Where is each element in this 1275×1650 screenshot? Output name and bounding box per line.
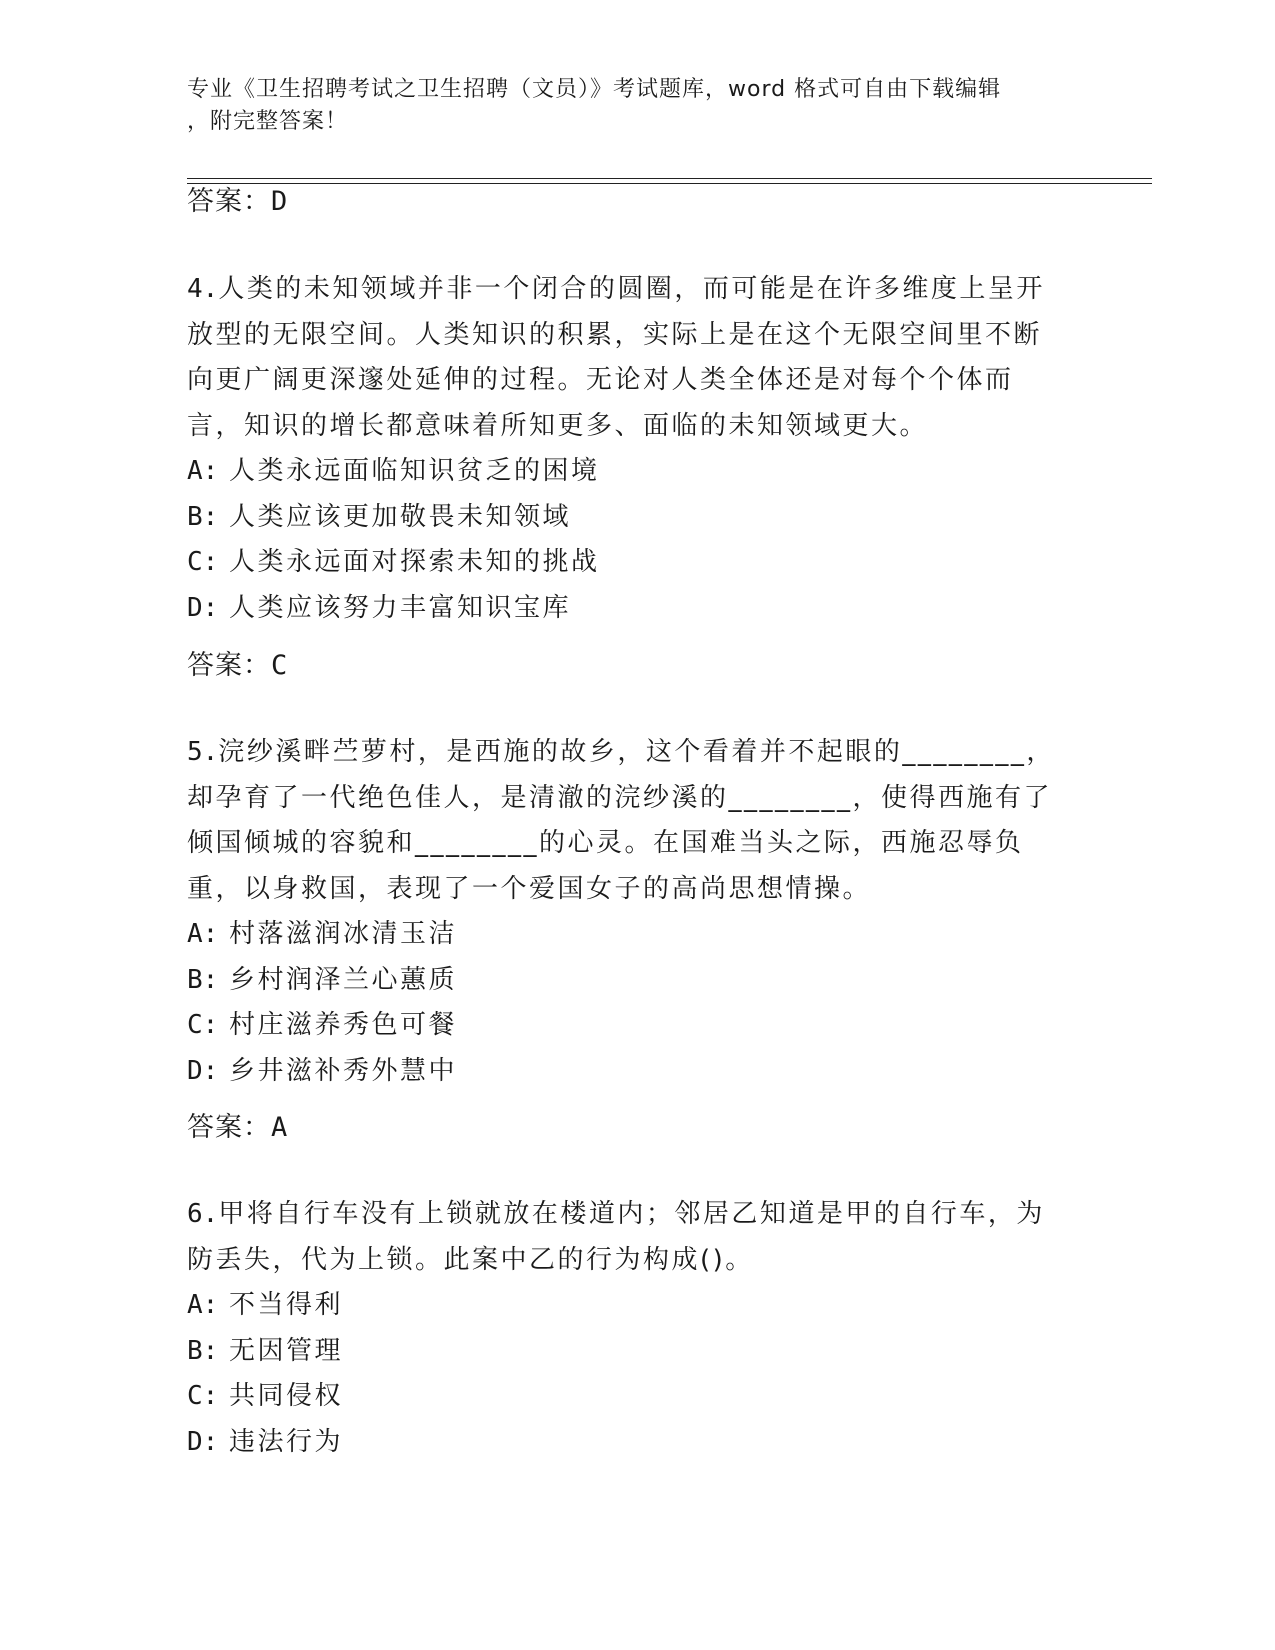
header-rule-bottom: [187, 183, 1152, 184]
answer-prefix: 答案：: [187, 1112, 271, 1143]
answer-line-q5: [187, 1108, 288, 1148]
option-key: B:: [187, 1335, 219, 1366]
option-a: [187, 1283, 1057, 1329]
question-number: 4.: [187, 274, 219, 304]
option-text: 村庄滋养秀色可餐: [229, 1010, 458, 1040]
option-key: B:: [187, 501, 219, 532]
option-c: [187, 1003, 1057, 1049]
option-key: A:: [187, 919, 219, 949]
option-b: [187, 495, 1057, 541]
answer-value: C: [271, 650, 289, 681]
option-key: C:: [187, 1010, 219, 1040]
option-d: [187, 1049, 1057, 1095]
option-d: [187, 1420, 1057, 1466]
option-key: A:: [187, 1290, 219, 1320]
option-text: 共同侵权: [229, 1381, 344, 1411]
option-c: [187, 1374, 1057, 1420]
option-text: 村落滋润冰清玉洁: [229, 919, 458, 949]
option-text: 违法行为: [229, 1426, 344, 1457]
option-d: [187, 586, 1057, 632]
option-a: [187, 912, 1057, 958]
option-b: [187, 1329, 1057, 1375]
option-a: [187, 449, 1057, 495]
answer-line-q3: [187, 182, 288, 222]
question-number: 6.: [187, 1199, 219, 1229]
answer-value: A: [271, 1112, 289, 1143]
option-key: D:: [187, 592, 219, 623]
option-key: C:: [187, 547, 219, 577]
question-5: [187, 730, 1057, 1094]
answer-prefix: 答案：: [187, 650, 271, 681]
question-stem: [187, 1192, 1057, 1283]
option-key: B:: [187, 964, 219, 995]
answer-value: D: [271, 186, 289, 217]
question-text: 甲将自行车没有上锁就放在楼道内；邻居乙知道是甲的自行车，为防丢失，代为上锁。此案中乙的行为构成()。: [187, 1199, 1045, 1275]
option-key: A:: [187, 456, 219, 486]
option-text: 人类永远面临知识贫乏的困境: [229, 456, 600, 486]
question-6: [187, 1192, 1057, 1465]
answer-prefix: 答案：: [187, 186, 271, 217]
option-text: 人类应该更加敬畏未知领域: [229, 501, 572, 532]
option-key: D:: [187, 1426, 219, 1457]
option-text: 人类应该努力丰富知识宝库: [229, 592, 572, 623]
question-number: 5.: [187, 737, 219, 767]
option-text: 乡村润泽兰心蕙质: [229, 964, 458, 995]
option-key: C:: [187, 1381, 219, 1411]
option-text: 无因管理: [229, 1335, 344, 1366]
question-text: 人类的未知领域并非一个闭合的圆圈，而可能是在许多维度上呈开放型的无限空间。人类知识的积累，实际上是在这个无限空间里不断向更广阔更深邃处延伸的过程。无论对人类全体还是对每个个体而言，知识的增长都意味着所知更多、面临的未知领域更大。: [187, 274, 1045, 441]
option-text: 不当得利: [229, 1290, 344, 1320]
option-text: 乡井滋补秀外慧中: [229, 1055, 458, 1086]
question-stem: [187, 730, 1057, 912]
answer-line-q4: [187, 646, 288, 686]
header-intro: 专业《卫生招聘考试之卫生招聘（文员）》考试题库，word 格式可自由下载编辑 ，附完整答案！: [187, 77, 1002, 134]
option-b: [187, 958, 1057, 1004]
question-stem: [187, 267, 1057, 449]
header-rule-top: [187, 178, 1152, 179]
question-text: 浣纱溪畔苎萝村，是西施的故乡，这个看着并不起眼的________，却孕育了一代绝色佳人，是清澈的浣纱溪的________，使得西施有了倾国倾城的容貌和________的心灵。在国难当头之际，西施忍辱负重，以身救国，表现了一个爱国女子的高尚思想情操。: [187, 737, 1055, 904]
option-c: [187, 540, 1057, 586]
option-text: 人类永远面对探索未知的挑战: [229, 547, 600, 577]
question-4: [187, 267, 1057, 631]
option-key: D:: [187, 1055, 219, 1086]
